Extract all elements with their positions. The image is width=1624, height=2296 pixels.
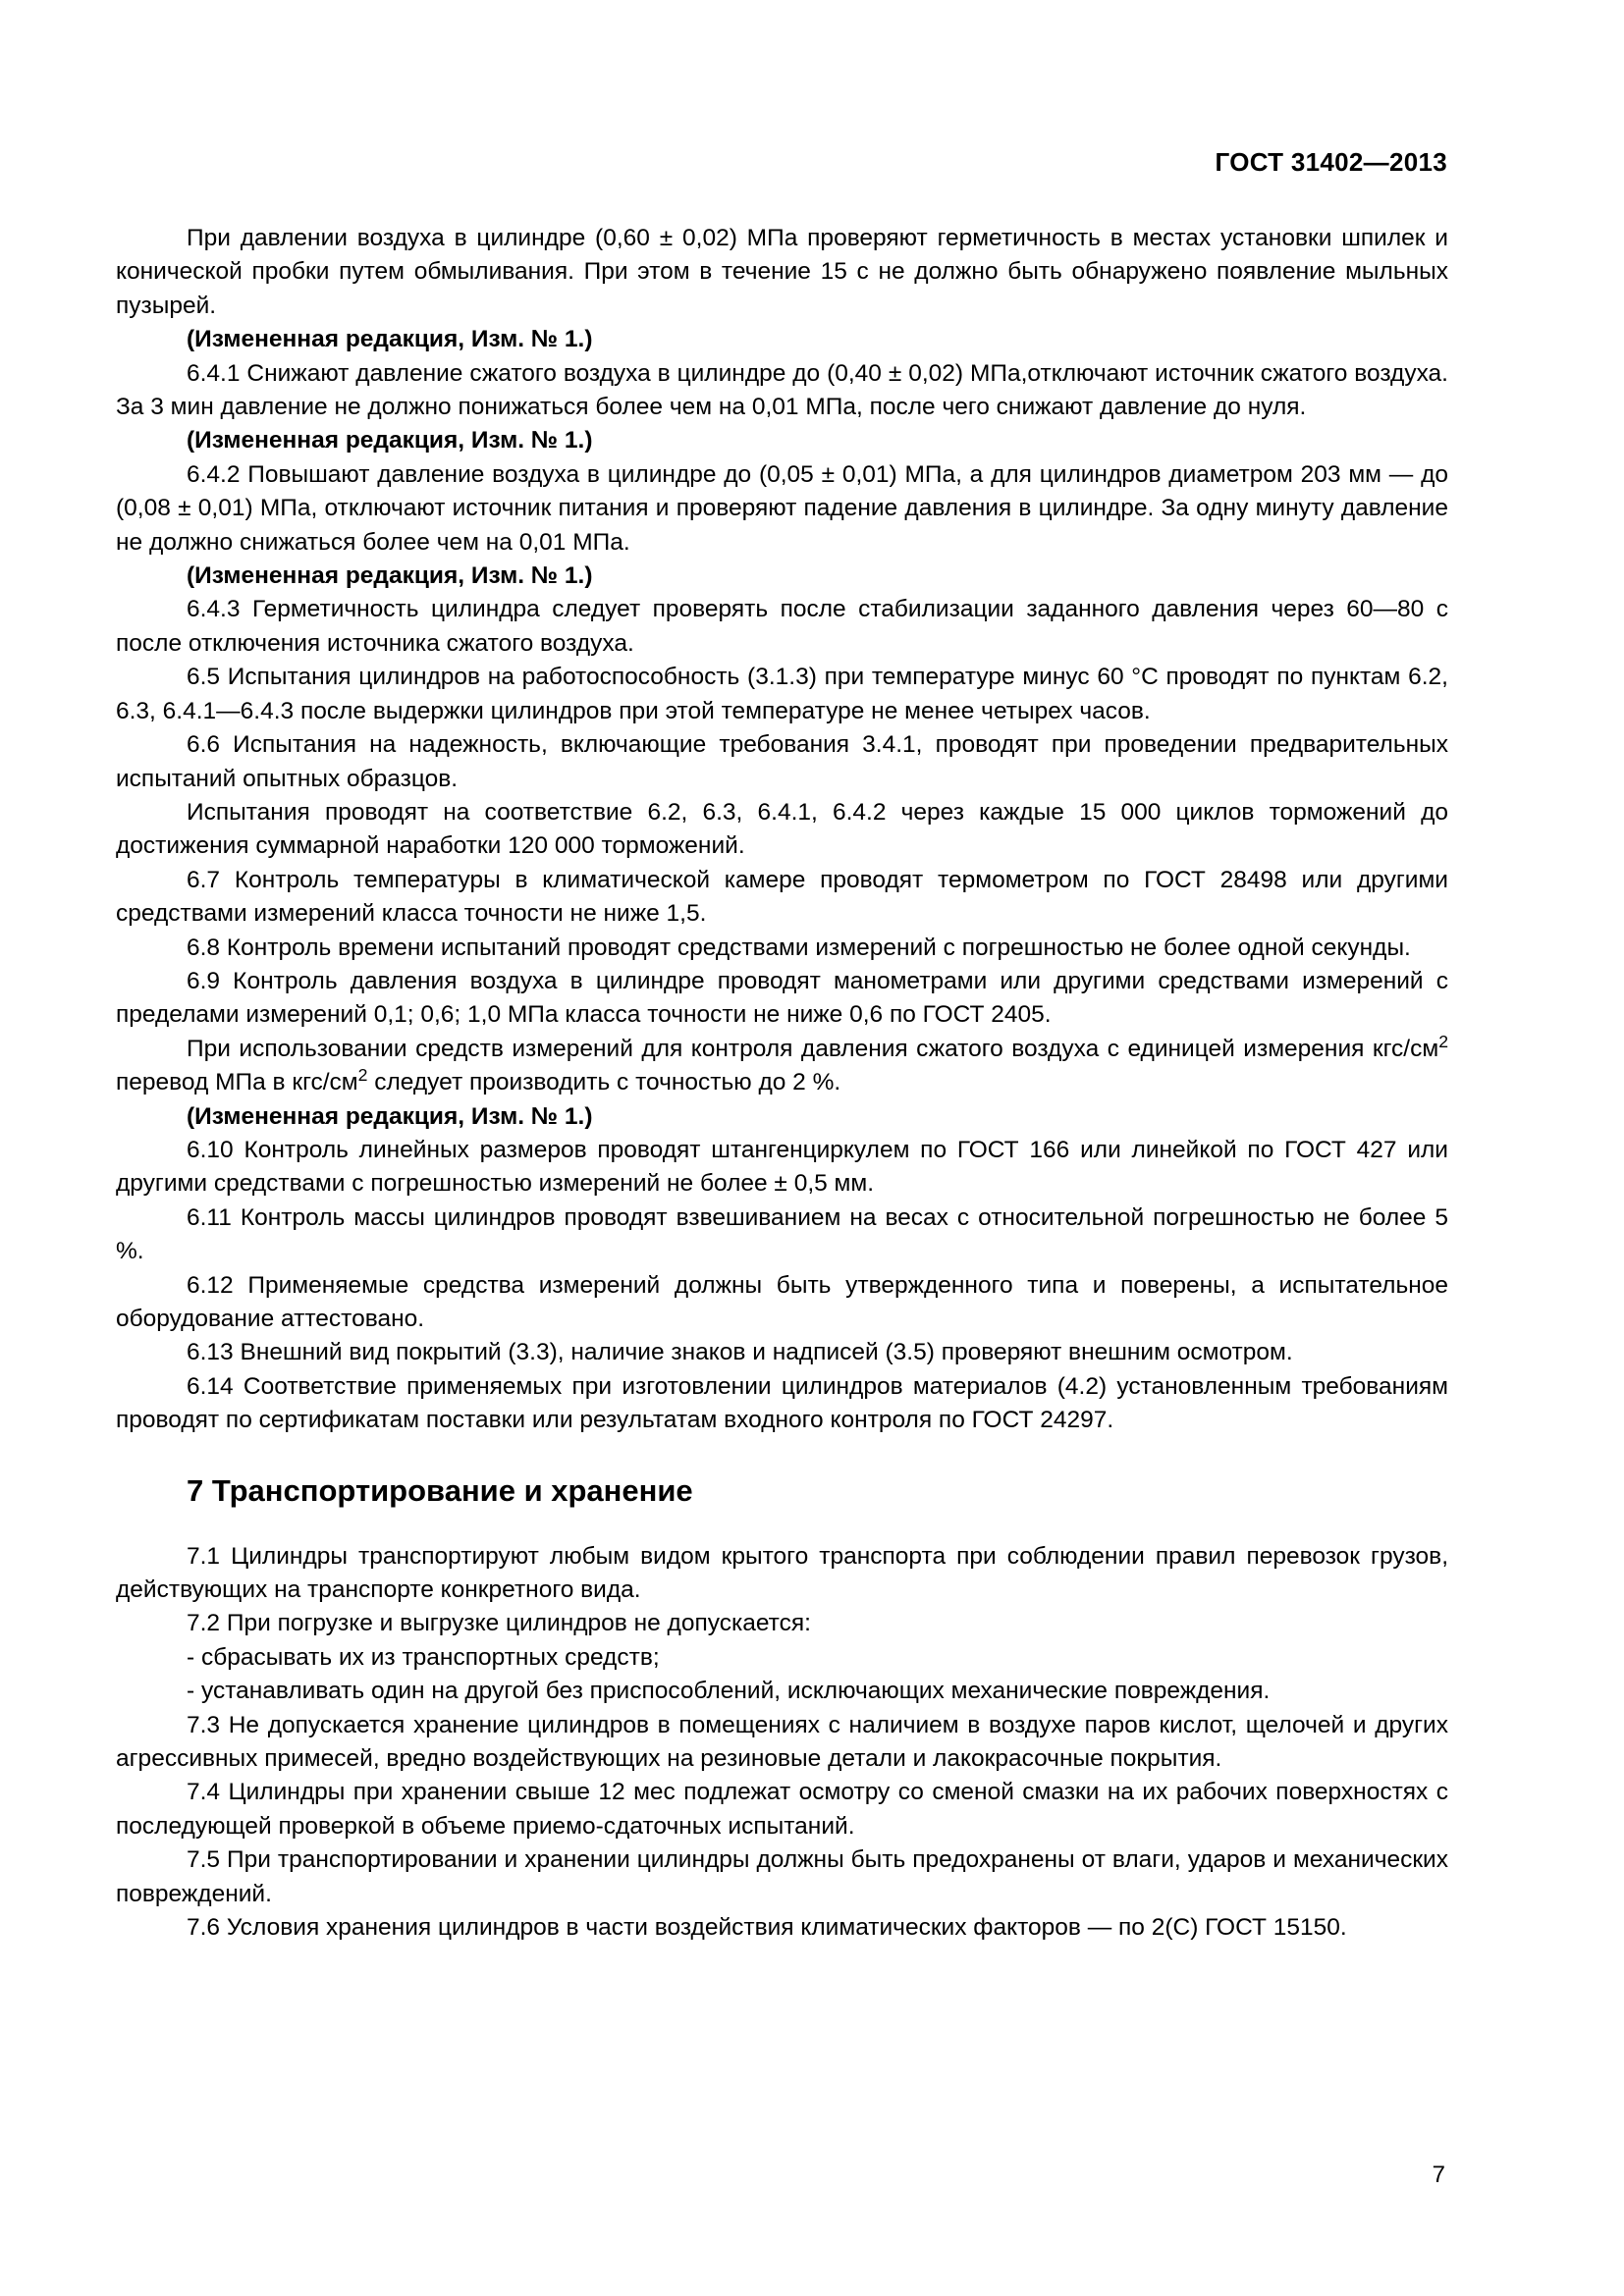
units-text-3: следует производить с точностью до 2 %. [367, 1069, 841, 1096]
list-item: - сбрасывать их из транспортных средств; [187, 1643, 660, 1671]
paragraph-6-4-2: 6.4.2 Повышают давление воздуха в цилиндре до (0,05 ± 0,01) МПа, а для цилиндров диаметром 203 мм — до (0,08 ± 0,01) МПа, отключают источник питания и проверяют падение давления в цилиндре. За одну минуту давление не должно снижаться более чем на 0,01 МПа. [116, 460, 1448, 556]
paragraph-6-4-3: 6.4.3 Герметичность цилиндра следует проверять после стабилизации заданного давления через 60—80 с после отключения источника сжатого воздуха. [116, 596, 1448, 657]
paragraph-7-4: 7.4 Цилиндры при хранении свыше 12 мес подлежат осмотру со сменой смазки на их рабочих поверхностях с последующей проверкой в объеме приемо-сдаточных испытаний. [116, 1779, 1448, 1840]
amendment-note: (Измененная редакция, Изм. № 1.) [187, 1102, 593, 1130]
paragraph-6-5: 6.5 Испытания цилиндров на работоспособность (3.1.3) при температуре минус 60 °С проводят по пунктам 6.2, 6.3, 6.4.1—6.4.3 после выдержки цилиндров при этой температуре не менее четырех часов. [116, 664, 1448, 724]
list-item: - устанавливать один на другой без приспособлений, исключающих механические повреждения. [187, 1678, 1271, 1705]
paragraph-7-1: 7.1 Цилиндры транспортируют любым видом крытого транспорта при соблюдении правил перевозок грузов, действующих на транспорте конкретного вида. [116, 1542, 1448, 1604]
paragraph-6-4-1: 6.4.1 Снижают давление сжатого воздуха в цилиндре до (0,40 ± 0,02) МПа,отключают источник сжатого воздуха. За 3 мин давление не должно понижаться более чем на 0,01 МПа, после чего снижают давление до нуля. [116, 359, 1448, 421]
amendment-note: (Измененная редакция, Изм. № 1.) [187, 326, 593, 353]
paragraph-6-10: 6.10 Контроль линейных размеров проводят штангенциркулем по ГОСТ 166 или линейкой по ГОСТ 427 или другими средствами с погрешностью измерений не более ± 0,5 мм. [116, 1136, 1448, 1198]
paragraph-6-11: 6.11 Контроль массы цилиндров проводят взвешиванием на весах с относительной погрешностью не более 5 %. [116, 1203, 1448, 1265]
superscript-2: 2 [1438, 1031, 1448, 1051]
section-7-title: 7 Транспортирование и хранение [187, 1472, 693, 1508]
paragraph-6-8: 6.8 Контроль времени испытаний проводят средствами измерений с погрешностью не более одной секунды. [187, 934, 1411, 961]
paragraph-7-6: 7.6 Условия хранения цилиндров в части воздействия климатических факторов — по 2(С) ГОСТ 15150. [187, 1914, 1347, 1942]
document-body [116, 222, 1448, 1946]
standard-code-header: ГОСТ 31402—2013 [1215, 147, 1447, 177]
paragraph-6-6: 6.6 Испытания на надежность, включающие требования 3.4.1, проводят при проведении предварительных испытаний опытных образцов. [116, 731, 1448, 792]
amendment-note: (Измененная редакция, Изм. № 1.) [187, 562, 593, 590]
paragraph-6-9: 6.9 Контроль давления воздуха в цилиндре проводят манометрами или другими средствами измерений с пределами измерений 0,1; 0,6; 1,0 МПа класса точности не ниже 0,6 по ГОСТ 2405. [116, 967, 1448, 1029]
superscript-2: 2 [357, 1065, 368, 1086]
paragraph-7-5: 7.5 При транспортировании и хранении цилиндры должны быть предохранены от влаги, ударов и механических повреждений. [116, 1846, 1448, 1907]
units-text-2: перевод МПа в кгс/см [116, 1069, 358, 1096]
paragraph-6-13: 6.13 Внешний вид покрытий (3.3), наличие знаков и надписей (3.5) проверяют внешним осмотром. [187, 1339, 1293, 1366]
paragraph: При давлении воздуха в цилиндре (0,60 ± 0,02) МПа проверяют герметичность в местах установки шпилек и конической пробки путем обмыливания. При этом в течение 15 с не должно быть обнаружено появление мыльных пузырей. [116, 225, 1448, 319]
paragraph-6-7: 6.7 Контроль температуры в климатической камере проводят термометром по ГОСТ 28498 или другими средствами измерений класса точности не ниже 1,5. [116, 866, 1448, 928]
paragraph-7-3: 7.3 Не допускается хранение цилиндров в помещениях с наличием в воздухе паров кислот, щелочей и других агрессивных примесей, вредно воздействующих на резиновые детали и лакокрасочные покрытия. [116, 1711, 1448, 1773]
units-text-1: При использовании средств измерений для контроля давления сжатого воздуха с единицей измерения кгс/см [187, 1035, 1439, 1062]
page-number: 7 [1432, 2162, 1445, 2188]
paragraph-units-conversion [116, 1033, 1448, 1100]
paragraph-6-14: 6.14 Соответствие применяемых при изготовлении цилиндров материалов (4.2) установленным требованиям проводят по сертификатам поставки или результатам входного контроля по ГОСТ 24297. [116, 1372, 1448, 1434]
paragraph-7-2: 7.2 При погрузке и выгрузке цилиндров не допускается: [187, 1610, 811, 1637]
paragraph-6-6-tests: Испытания проводят на соответствие 6.2, 6.3, 6.4.1, 6.4.2 через каждые 15 000 циклов торможений до достижения суммарной наработки 120 000 торможений. [116, 798, 1448, 860]
amendment-note: (Измененная редакция, Изм. № 1.) [187, 427, 593, 454]
paragraph-6-12: 6.12 Применяемые средства измерений должны быть утвержденного типа и поверены, а испытательное оборудование аттестовано. [116, 1271, 1448, 1332]
